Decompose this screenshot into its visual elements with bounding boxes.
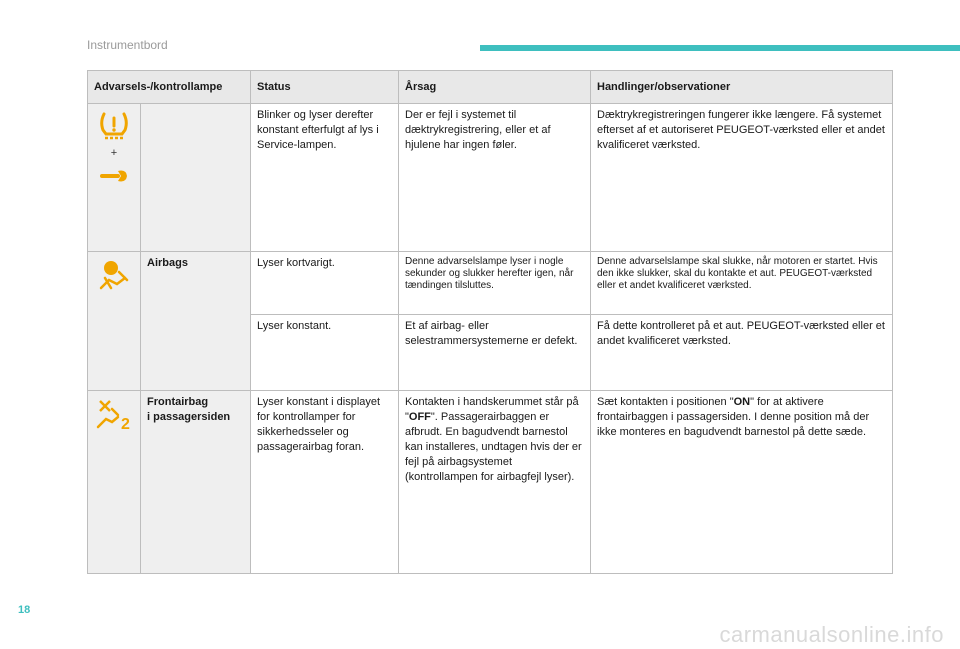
lamp-icon-cell	[88, 391, 141, 574]
cause-cell: Denne advarselslampe lyser i nogle sekunder og slukker herefter igen, når tændingen tilsluttes.	[399, 252, 591, 315]
table-row	[88, 252, 893, 315]
table-row	[88, 104, 893, 252]
column-header: Årsag	[399, 71, 591, 104]
cause-cell	[399, 391, 591, 574]
switch-state-on: ON	[733, 396, 751, 408]
cause-text: ". Passagerairbaggen er afbrudt. En bagudvendt barnestol kan installeres, undtagen hvis der er fejl på airbagsystemet (kontrollampen for airbagfejl lyser).	[405, 411, 582, 483]
cause-cell: Et af airbag- eller selestrammersystemerne er defekt.	[399, 315, 591, 391]
table-row	[88, 391, 893, 574]
lamp-name-cell	[141, 104, 251, 252]
section-accent-bar	[480, 45, 960, 51]
status-cell: Lyser konstant i displayet for kontrollamper for sikkerhedsseler og passagerairbag foran.	[251, 391, 399, 574]
lamp-name-cell: Airbags	[141, 252, 251, 391]
tire-pressure-warning-icon	[97, 110, 131, 140]
column-header: Handlinger/observationer	[591, 71, 893, 104]
status-cell: Lyser kortvarigt.	[251, 252, 399, 315]
action-cell	[591, 391, 893, 574]
table-header-row	[88, 71, 893, 104]
action-text: " for at aktivere frontairbaggen i passagersiden. I denne position må der ikke monteres en bagudvendt barnestol på dette sæde.	[597, 396, 870, 438]
status-cell: Blinker og lyser derefter konstant efterfulgt af lys i Service-lampen.	[251, 104, 399, 252]
passenger-airbag-off-icon	[94, 397, 134, 431]
plus-sign: +	[110, 147, 118, 159]
warning-lamps-table	[87, 70, 893, 574]
svg-text:2: 2	[121, 416, 130, 431]
action-cell: Denne advarselslampe skal slukke, når motoren er startet. Hvis den ikke slukker, skal du kontakte et aut. PEUGEOT-værksted eller et andet kvalificeret værksted.	[591, 252, 893, 315]
cause-text: Kontakten i handskerummet står på "	[405, 396, 579, 423]
action-text: Sæt kontakten i positionen "	[597, 396, 734, 408]
switch-state-off: OFF	[408, 411, 431, 423]
watermark: carmanualsonline.info	[719, 622, 944, 647]
page-number: 18	[18, 604, 31, 616]
lamp-name-line: i passagersiden	[147, 411, 231, 423]
column-header: Status	[251, 71, 399, 104]
action-cell: Få dette kontrolleret på et aut. PEUGEOT-værksted eller et andet kvalificeret værksted.	[591, 315, 893, 391]
status-cell: Lyser konstant.	[251, 315, 399, 391]
column-header: Advarsels-/kontrollampe	[88, 71, 251, 104]
action-cell: Dæktrykregistreringen fungerer ikke længere. Få systemet efterset af et autoriseret PEUGEOT-værksted eller et andet kvalificeret værksted.	[591, 104, 893, 252]
lamp-icon-cell	[88, 104, 141, 252]
section-title: Instrumentbord	[87, 38, 168, 52]
cause-cell: Der er fejl i systemet til dæktrykregistrering, eller et af hjulene har ingen føler.	[399, 104, 591, 252]
lamp-name-cell	[141, 391, 251, 574]
airbag-warning-icon	[97, 258, 131, 292]
lamp-icon-cell	[88, 252, 141, 391]
lamp-name-line: Frontairbag	[147, 396, 209, 408]
wrench-icon	[99, 167, 129, 185]
